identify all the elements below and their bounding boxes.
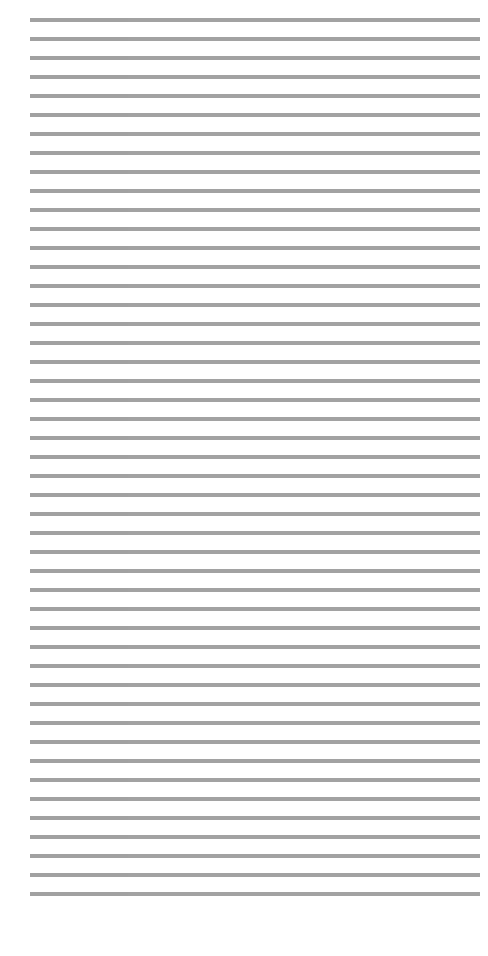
article-body-text-lines — [8, 12, 480, 900]
article-body — [8, 12, 480, 900]
